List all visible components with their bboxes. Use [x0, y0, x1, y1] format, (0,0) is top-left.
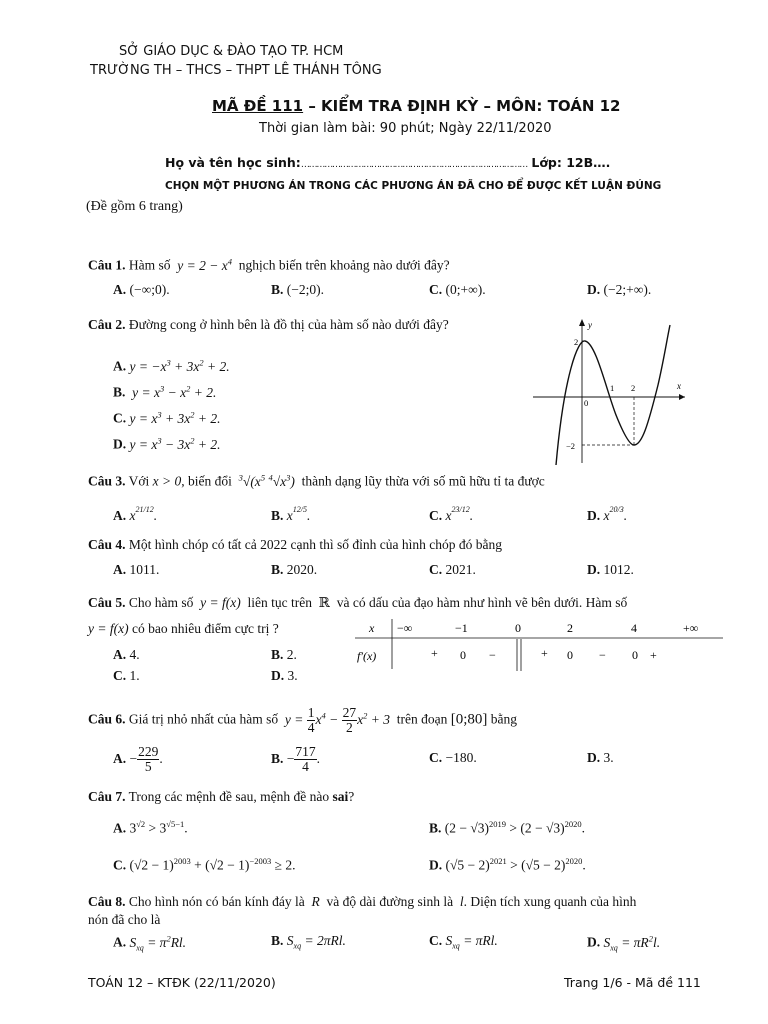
- exam-code: MÃ ĐỀ 111: [212, 97, 304, 115]
- interval-0-80: [0;80]: [450, 711, 488, 728]
- q3-option-a[interactable]: A. $x^{21/12}$.: [113, 505, 158, 523]
- x-axis-label: x: [677, 381, 681, 391]
- question-text: ?: [348, 789, 355, 804]
- question-8: [88, 894, 636, 910]
- q2-option-c[interactable]: C. $y = x^3 + 3x^2 + 2$.: [113, 409, 221, 426]
- q6-option-b[interactable]: B. − $\frac{717}{4}$ .: [271, 744, 321, 775]
- tick-y-neg-2: −2: [566, 441, 576, 451]
- x-value: −∞: [397, 621, 413, 635]
- symbol-l: l: [456, 894, 464, 909]
- question-5-continued: [88, 621, 279, 637]
- q7-option-d[interactable]: D. $(√5 - 2)^{2021} > (√5 - 2)^{2020}$.: [429, 856, 586, 873]
- question-text: Một hình chóp có tất cả 2022 cạnh thì số đỉnh của hình chóp đó bằng: [128, 537, 502, 552]
- q1-option-d[interactable]: D. (−2;+∞).: [587, 282, 652, 297]
- question-text: thành dạng lũy thừa với số mũ hữu tỉ ta được: [301, 473, 545, 489]
- question-text: và độ dài đường sinh là: [326, 894, 454, 909]
- question-text: bằng: [490, 711, 517, 727]
- question-1: [88, 256, 450, 274]
- question-label: Câu 6.: [88, 711, 126, 727]
- question-label: Câu 5.: [88, 595, 126, 610]
- sign: 0: [460, 648, 466, 662]
- question-text: nghịch biến trên khoảng nào dưới đây?: [238, 257, 450, 273]
- q1-option-b[interactable]: B. (−2;0).: [271, 282, 324, 297]
- question-text: Trong các mệnh đề sau, mệnh đề nào: [128, 789, 330, 804]
- question-text: Cho hình nón có bán kính đáy là: [128, 894, 305, 909]
- q8-option-d[interactable]: D. $S_{xq} = \pi R^2l$.: [587, 933, 661, 953]
- q8-option-a[interactable]: A. $S_{xq} = \pi^2Rl$.: [113, 933, 187, 953]
- question-label: Câu 4.: [88, 537, 126, 552]
- formula-x-positive: x > 0: [152, 473, 182, 489]
- school-name: TRƯỜNG TH – THCS – THPT LÊ THÁNH TÔNG: [90, 63, 382, 78]
- question-text: có bao nhiêu điểm cực trị ?: [131, 621, 279, 636]
- x-value: +∞: [683, 621, 699, 635]
- q5-option-c[interactable]: C. 1.: [113, 668, 140, 683]
- x-value: −1: [455, 621, 468, 635]
- tick-x-2: 2: [631, 383, 636, 393]
- question-label: Câu 7.: [88, 789, 126, 804]
- question-text: Cho hàm số: [128, 595, 194, 610]
- exam-title: [212, 97, 620, 115]
- formula-q6-function: y = $\frac{1}{4}$ $x^4$ − $\frac{27}{2}$ $x^2 + 3$: [281, 704, 394, 735]
- formula-y-fx: y = f(x): [88, 621, 129, 636]
- question-label: Câu 3.: [88, 473, 126, 489]
- q3-option-d[interactable]: D. $x^{20/3}$.: [587, 505, 628, 523]
- exam-instruction: CHỌN MỘT PHƯƠNG ÁN TRONG CÁC PHƯƠNG ÁN ĐÃ CHO ĐỂ ĐƯỢC KẾT LUẬN ĐÚNG: [165, 180, 662, 192]
- symbol-R: R: [308, 894, 324, 909]
- question-text: Giá trị nhỏ nhất của hàm số: [128, 711, 279, 727]
- formula-nested-radicals: $^3√(x^5$ $^4√x^3$): [238, 472, 299, 489]
- q2-option-b[interactable]: B. $y = x^3 - x^2 + 2$.: [113, 383, 217, 400]
- x-value: 4: [631, 621, 637, 635]
- exam-subject: – KIỂM TRA ĐỊNH KỲ – MÔN: TOÁN 12: [303, 97, 621, 115]
- sign: +: [431, 646, 438, 660]
- q5-sign-table: [355, 617, 725, 672]
- q4-option-c[interactable]: C. 2021.: [429, 562, 476, 577]
- row-label-fprime: f′(x): [357, 649, 377, 663]
- footer-right: Trang 1/6 - Mã đề 111: [564, 975, 701, 990]
- student-info-line: [165, 155, 610, 170]
- question-text: Với: [128, 473, 150, 489]
- question-6: [88, 696, 517, 739]
- student-name-label: Họ và tên học sinh:: [165, 155, 301, 170]
- q5-option-d[interactable]: D. 3.: [271, 668, 298, 683]
- q6-option-a[interactable]: A. − $\frac{229}{5}$ .: [113, 744, 163, 775]
- q1-option-a[interactable]: A. (−∞;0).: [113, 282, 170, 297]
- x-value: 2: [567, 621, 573, 635]
- formula-y-2-minus-x4: $y = 2 - x^4$: [173, 256, 232, 273]
- q6-option-d[interactable]: D. 3.: [587, 750, 614, 765]
- y-axis-arrow: [579, 319, 585, 326]
- question-4: [88, 537, 502, 553]
- q2-option-d[interactable]: D. $y = x^3 - 3x^2 + 2$.: [113, 435, 221, 452]
- q8-option-b[interactable]: B. $S_{xq} = 2\pi Rl$.: [271, 933, 346, 951]
- row-label-x: x: [369, 621, 375, 635]
- q4-option-d[interactable]: D. 1012.: [587, 562, 634, 577]
- sign: −: [599, 648, 606, 662]
- question-7: [88, 789, 354, 805]
- question-3: [88, 472, 545, 490]
- q7-option-b[interactable]: B. $(2 - √3)^{2019} > (2 - √3)^{2020}$.: [429, 819, 586, 836]
- sign: 0: [632, 648, 638, 662]
- class-label: Lớp: 12B….: [527, 155, 611, 170]
- question-text: . Diện tích xung quanh của hình: [463, 894, 637, 909]
- question-5: [88, 595, 627, 611]
- sign: 0: [567, 648, 573, 662]
- q4-option-b[interactable]: B. 2020.: [271, 562, 318, 577]
- question-text: Đường cong ở hình bên là đồ thị của hàm số nào dưới đây?: [128, 317, 449, 332]
- tick-y-2: 2: [574, 337, 579, 347]
- student-name-dots: ……………………………………………………………………………: [300, 160, 528, 170]
- question-label: Câu 8.: [88, 894, 126, 909]
- real-numbers-symbol: ℝ: [315, 595, 334, 610]
- y-axis-label: y: [588, 320, 592, 330]
- question-text: trên đoạn: [396, 711, 448, 727]
- department-name: SỞ GIÁO DỤC & ĐÀO TẠO TP. HCM: [119, 44, 344, 59]
- footer-left: TOÁN 12 – KTĐK (22/11/2020): [88, 975, 276, 990]
- sign: +: [541, 646, 548, 660]
- x-value: 0: [515, 621, 521, 635]
- question-text: và có dấu của đạo hàm như hình vẽ bên dưới. Hàm số: [336, 595, 628, 610]
- origin-label: 0: [584, 398, 589, 408]
- q4-option-a[interactable]: A. 1011.: [113, 562, 160, 577]
- page-count-note: (Đề gồm 6 trang): [86, 199, 183, 214]
- sign: +: [650, 648, 657, 662]
- question-emphasis: sai: [332, 789, 349, 804]
- q2-cubic-graph: [530, 315, 690, 465]
- formula-y-fx: y = f(x): [196, 595, 245, 610]
- q5-option-b[interactable]: B. 2.: [271, 647, 297, 662]
- q8-option-c[interactable]: C. $S_{xq} = \pi Rl$.: [429, 933, 498, 951]
- q1-option-c[interactable]: C. (0;+∞).: [429, 282, 486, 297]
- question-8-continued: nón đã cho là: [88, 912, 161, 927]
- q7-option-c[interactable]: C. $(√2 - 1)^{2003} + (√2 - 1)^{-2003} \ge 2$.: [113, 856, 296, 873]
- question-label: Câu 2.: [88, 317, 126, 332]
- q2-option-a[interactable]: A. $y = -x^3 + 3x^2 + 2$.: [113, 357, 230, 374]
- question-2: [88, 317, 449, 333]
- sign: −: [489, 648, 496, 662]
- tick-x-1: 1: [610, 383, 615, 393]
- question-label: Câu 1.: [88, 257, 126, 273]
- q5-option-a[interactable]: A. 4.: [113, 647, 140, 662]
- q7-option-a[interactable]: A. $3^{√2} > 3^{√5-1}$.: [113, 819, 188, 836]
- question-text: liên tục trên: [247, 595, 312, 610]
- question-text: Hàm số: [128, 257, 171, 273]
- x-axis-arrow: [679, 394, 685, 400]
- exam-time-info: Thời gian làm bài: 90 phút; Ngày 22/11/2020: [259, 121, 552, 136]
- q3-option-c[interactable]: C. $x^{23/12}$.: [429, 505, 474, 523]
- question-text: , biến đổi: [181, 473, 232, 489]
- q3-option-b[interactable]: B. $x^{12/5}$.: [271, 505, 311, 523]
- q6-option-c[interactable]: C. −180.: [429, 750, 477, 765]
